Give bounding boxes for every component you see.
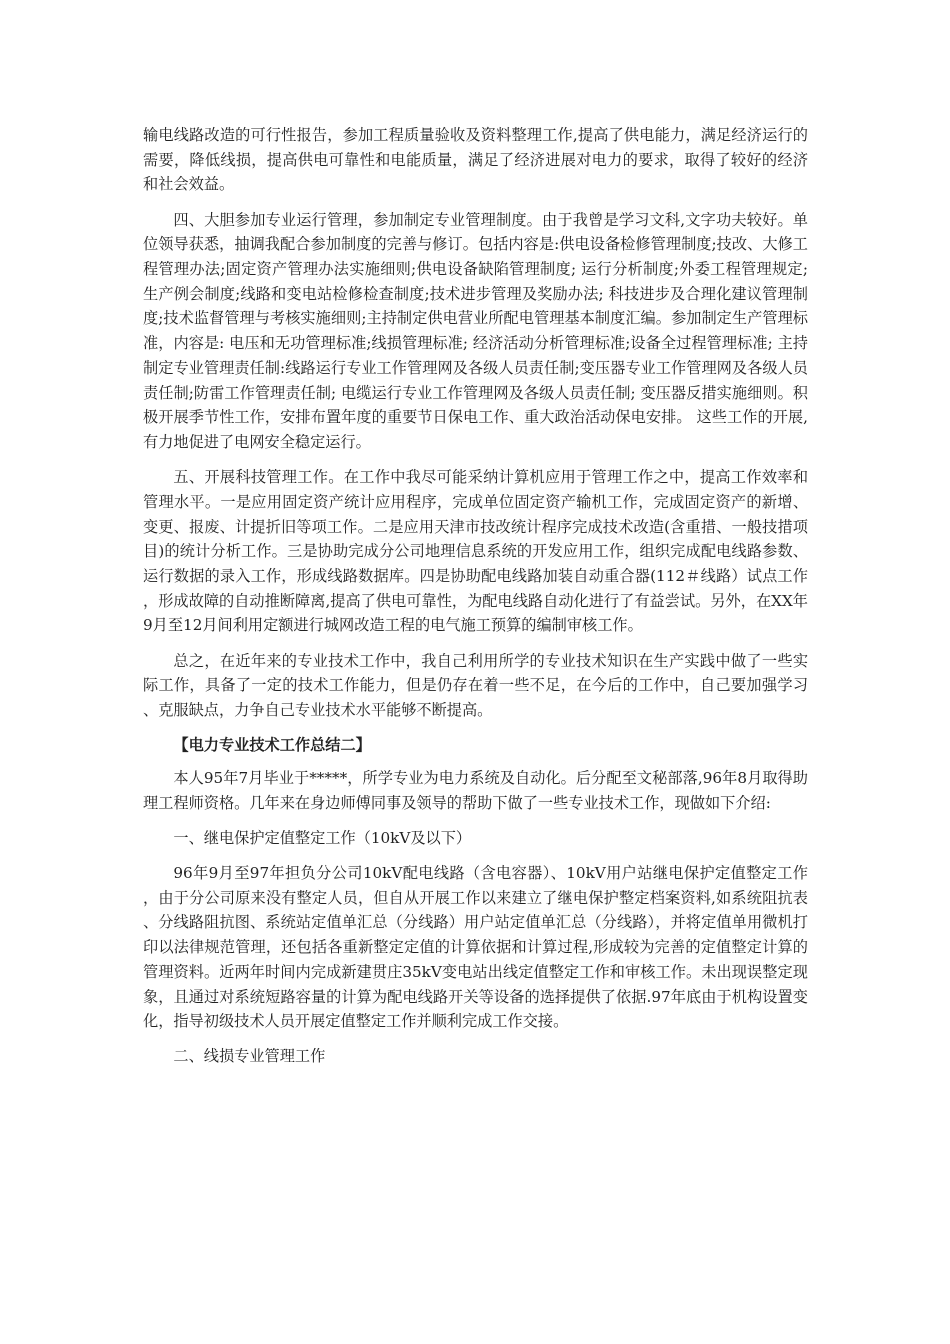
- paragraph-introduction: 本人95年7月毕业于*****，所学专业为电力系统及自动化。后分配至文秘部落,96年8月取得助理工程师资格。几年来在身边师傅同事及领导的帮助下做了一些专业技术工作，现做如下介绍:: [143, 768, 808, 812]
- paragraph-relay-protection: 96年9月至97年担负分公司10kV配电线路（含电容器）、10kV用户站继电保护定值整定工作，由于分公司原来没有整定人员，但自从开展工作以来建立了继电保护整定档案资料,如系统阻抗表、分线路阻抗图、系统站定值单汇总（分线路）用户站定值单汇总（分线路），并将定值单用微机打印以法律规范管理，还包括各重新整定定值的计算依据和计算过程,形成较为完善的定值整定计算的管理资料。近两年时间内完成新建贯庄35kV变电站出线定值整定工作和审核工作。未出现误整定现象，且通过对系统短路容量的计算为配电线路开关等设备的选择提供了依据.97年底由于机构设置变化，指导初级技术人员开展定值整定工作并顺利完成工作交接。: [143, 863, 808, 1031]
- paragraph-tech-management: 五、开展科技管理工作。在工作中我尽可能采纳计算机应用于管理工作之中，提高工作效率和管理水平。一是应用固定资产统计应用程序，完成单位固定资产输机工作，完成固定资产的新增、变更、报废、计提折旧等项工作。二是应用天津市技改统计程序完成技术改造(含重措、一般技措项目)的统计分析工作。三是协助完成分公司地理信息系统的开发应用工作，组织完成配电线路参数、运行数据的录入工作，形成线路数据库。四是协助配电线路加装自动重合器(112＃线路）试点工作，形成故障的自动推断障离,提高了供电可靠性，为配电线路自动化进行了有益尝试。另外，在XX年9月至12月间利用定额进行城网改造工程的电气施工预算的编制审核工作。: [143, 468, 808, 635]
- subheading-relay-protection: 一、继电保护定值整定工作（10kV及以下）: [173, 828, 472, 847]
- paragraph-management-rules: 四、大胆参加专业运行管理，参加制定专业管理制度。由于我曾是学习文科,文字功夫较好。单位领导获悉，抽调我配合参加制度的完善与修订。包括内容是:供电设备检修管理制度;技改、大修工程管理办法;固定资产管理办法实施细则;供电设备缺陷管理制度; 运行分析制度;外委工程管理规定;生产例会制度;线路和变电站检修检查制度;技术进步管理及奖励办法; 科技进步及合理化建议管理制度;技术监督管理与考核实施细则;主持制定供电营业所配电管理基本制度汇编。参加制定生产管理标准，内容是: 电压和无功管理标准;线损管理标准; 经济活动分析管理标准;设备全过程管理标准; 主持制定专业管理责任制:线路运行专业工作管理网及各级人员责任制;变压器专业工作管理网及各级人员责任制;防雷工作管理责任制; 电缆运行专业工作管理网及各级人员责任制; 变压器反措实施细则。积极开展季节性工作，安排布置年度的重要节日保电工作、重大政治活动保电安排。 这些工作的开展,有力地促进了电网安全稳定运行。: [143, 210, 808, 451]
- paragraph-grid-upgrade-benefits: 输电线路改造的可行性报告，参加工程质量验收及资料整理工作,提高了供电能力，满足经济运行的需要，降低线损，提高供电可靠性和电能质量，满足了经济进展对电力的要求，取得了较好的经济和社会效益。: [143, 126, 808, 194]
- subheading-line-loss: 二、线损专业管理工作: [173, 1047, 326, 1066]
- paragraph-conclusion: 总之，在近年来的专业技术工作中，我自己利用所学的专业技术知识在生产实践中做了一些实际工作，具备了一定的技术工作能力，但是仍存在着一些不足，在今后的工作中，自己要加强学习、克服缺点，力争自己专业技术水平能够不断提高。: [143, 651, 808, 719]
- section-heading-summary-two: 【电力专业技术工作总结二】: [173, 736, 371, 755]
